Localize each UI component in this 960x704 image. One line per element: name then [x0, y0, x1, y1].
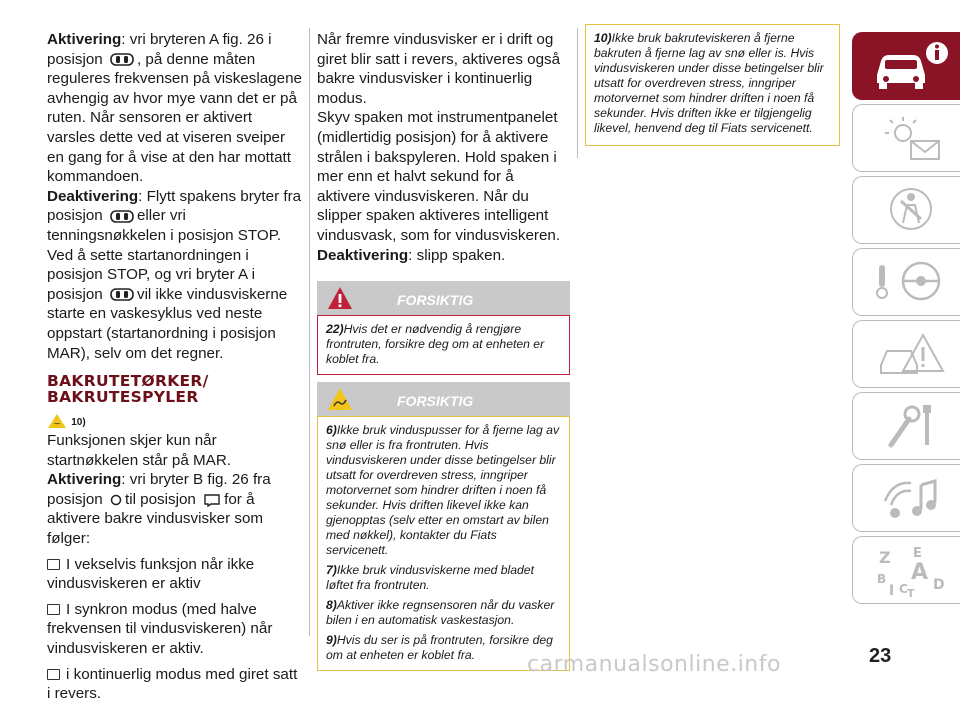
- caution-item: 7)Ikke bruk vindusviskerne med bladet løftet fra frontruten.: [326, 563, 534, 593]
- column-divider: [309, 28, 310, 636]
- tab-car-info[interactable]: [852, 32, 960, 100]
- paragraph-deactivation: Deaktivering: Flytt spakens bryter fra posisjon eller vri tenningsnøkkelen i posisjon STOP. Ved å sette startanordningen i posisjon STOP, og vri bryter A i posisjon vil ikke vindusviskerne starte en vaskesyklus ved neste oppstart (startanordning i posisjon MAR), selv om det regner.: [47, 187, 302, 362]
- maintenance-icon: [871, 399, 951, 453]
- watermark: carmanualsonline.info: [527, 652, 781, 677]
- section-heading: BAKRUTETØRKER/ BAKRUTESPYLER: [47, 372, 209, 407]
- auto-wiper-icon: [110, 288, 134, 301]
- caution-item: 9)Hvis du ser is på frontruten, forsikre deg om at enheten er koblet fra.: [326, 633, 553, 663]
- tab-warning-lights[interactable]: [852, 104, 960, 172]
- paragraph-activation: Aktivering: vri bryteren A fig. 26 i posisjon , på denne måten reguleres frekvensen på viskeslagene avhengig av hvor mye vann det er på ruten. Når sensoren er aktivert varsles dette ved at viseren sveiper en gang for å vise at den har mottatt kommandoen.: [47, 31, 302, 186]
- safety-icon: [871, 183, 951, 237]
- svg-text:B: B: [877, 572, 887, 586]
- index-icon: [871, 543, 951, 597]
- caution-box-right: 10)Ikke bruk bakruteviskeren å fjerne bakruten å fjerne lag av snø eller is. Hvis vindusviskeren under disse betingelser blir utsatt for overdreven stress, inngriper motorvernet som hindrer driften i noen få sekunder. Hvis driften ikke er tilgjengelig likevel, henvend deg til Fiats servicenett.: [585, 24, 840, 146]
- caution-item: 6)Ikke bruk vinduspusser for å fjerne lag av snø eller is fra frontruten. Hvis vindusviskeren under disse betingelser blir utsatt for overdreven stress, inngriper motorvernet som hindrer driften i noen få sekunder. Hvis driften likevel ikke kan gjenopptas (selv etter en omstart av bilen med nøkkel), kontakter du Fiats servicenett.: [326, 423, 560, 558]
- list-item: I vekselvis funksjon når ikke vindusviskeren er aktiv: [47, 555, 255, 593]
- column-divider: [577, 28, 578, 158]
- svg-text:Z: Z: [879, 548, 891, 567]
- multimedia-icon: [871, 471, 951, 525]
- svg-text:I: I: [889, 583, 895, 597]
- svg-text:E: E: [913, 546, 922, 561]
- rear-wiper-icon: [203, 493, 221, 507]
- off-position-icon: [110, 494, 122, 506]
- emergency-icon: [871, 327, 951, 381]
- svg-text:~: ~: [53, 419, 61, 430]
- caution-title: FORSIKTIG: [397, 393, 474, 410]
- paragraph-rear-deactivation: Deaktivering: slipp spaken.: [317, 246, 506, 264]
- svg-text:C: C: [899, 582, 908, 596]
- auto-wiper-icon: [110, 210, 134, 223]
- bullet-icon: [47, 604, 60, 615]
- list-item: I synkron modus (med halve frekvensen til vindusviskeren) når vindusviskeren er aktiv.: [47, 600, 273, 658]
- column-left: [47, 30, 302, 704]
- tab-multimedia[interactable]: [852, 464, 960, 532]
- auto-wiper-icon: [110, 53, 134, 66]
- caution-header: [317, 382, 570, 416]
- svg-text:T: T: [907, 587, 915, 597]
- paragraph-rear-activation: Aktivering: vri bryter B fig. 26 fra posisjon til posisjon for å aktivere bakre vindusvisker som følger:: [47, 471, 271, 548]
- tab-emergency[interactable]: [852, 320, 960, 388]
- warning-header: [317, 281, 570, 315]
- tab-driving[interactable]: [852, 248, 960, 316]
- tab-safety[interactable]: [852, 176, 960, 244]
- driving-icon: [871, 255, 951, 309]
- paragraph-function: Funksjonen skjer kun når startnøkkelen står på MAR.: [47, 432, 232, 469]
- tab-maintenance[interactable]: [852, 392, 960, 460]
- warning-lights-icon: [871, 111, 951, 165]
- caution-triangle-icon: [47, 413, 67, 429]
- caution-item: 8)Aktiver ikke regnsensoren når du vasker bilen i en automatisk vaskestasjon.: [326, 598, 555, 628]
- danger-triangle-icon: [327, 285, 353, 311]
- column-middle: [317, 30, 570, 671]
- paragraph-reverse: Når fremre vindusvisker er i drift og giret blir satt i revers, aktiveres også bakre vindusvisker i kontinuerlig modus.: [317, 31, 561, 107]
- svg-text:D: D: [933, 577, 945, 593]
- svg-text:A: A: [911, 560, 929, 585]
- warning-box: 22)Hvis det er nødvendig å rengjøre frontruten, forsikre deg om at enheten er koblet fra.: [317, 315, 570, 375]
- paragraph-washer: Skyv spaken mot instrumentpanelet (midlertidig posisjon) for å aktivere strålen i bakspyleren. Hold spaken i mer enn et halvt sekund for å aktivere vindusviskeren. Når du slipper spaken aktiveres intelligent vindusvask, som for vindusviskeren.: [317, 109, 561, 244]
- caution-box: [317, 416, 570, 671]
- car-info-icon: [871, 39, 951, 93]
- bullet-icon: [47, 559, 60, 570]
- page-number: 23: [869, 645, 892, 667]
- heading-reference: ~ 10): [47, 411, 302, 427]
- warning-title: FORSIKTIG: [397, 292, 474, 309]
- caution-triangle-icon: [327, 386, 353, 412]
- list-item: i kontinuerlig modus med giret satt i revers.: [47, 665, 298, 703]
- tab-index[interactable]: [852, 536, 960, 604]
